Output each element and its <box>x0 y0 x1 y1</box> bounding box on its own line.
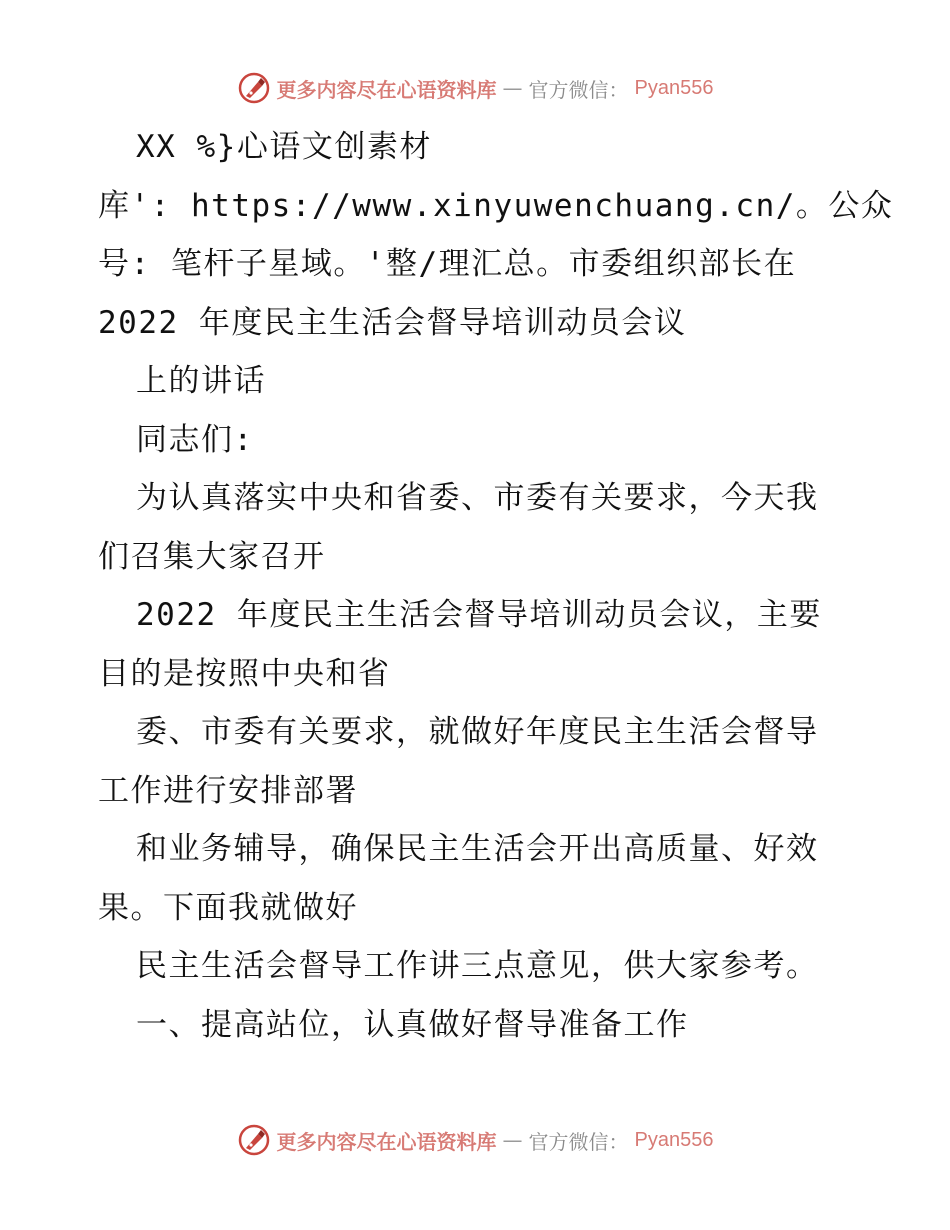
text-line: 目的是按照中央和省 <box>98 655 391 692</box>
text-line: 工作进行安排部署 <box>98 772 358 809</box>
text-line: 们召集大家召开 <box>98 538 326 575</box>
text-line: 库': https://www.xinyuwenchuang.cn/。公众 <box>98 187 894 224</box>
watermark-separator: — <box>502 1128 523 1152</box>
watermark-main-text: 更多内容尽在心语资料库 <box>276 1129 497 1154</box>
text-line: 2022 年度民主生活会督导培训动员会议，主要 <box>136 597 822 633</box>
pen-nib-logo-icon <box>237 1123 271 1157</box>
header-watermark <box>0 68 950 108</box>
text-line: XX %}心语文创素材 <box>136 129 432 165</box>
salutation: 同志们: <box>136 421 254 458</box>
text-line: 为认真落实中央和省委、市委有关要求，今天我 <box>136 480 819 516</box>
text-line: 委、市委有关要求，就做好年度民主生活会督导 <box>136 714 819 750</box>
document-title-line: 上的讲话 <box>136 363 266 399</box>
watermark-separator: — <box>502 76 523 100</box>
document-title-line: 2022 年度民主生活会督导培训动员会议 <box>98 304 687 341</box>
section-heading: 一、提高站位，认真做好督导准备工作 <box>136 1006 689 1043</box>
text-line: 号: 笔杆子星域。'整/理汇总。市委组织部长在 <box>98 246 797 282</box>
text-line: 民主生活会督导工作讲三点意见，供大家参考。 <box>136 948 819 984</box>
text-line: 和业务辅导，确保民主生活会开出高质量、好效 <box>136 831 819 867</box>
document-body <box>98 118 894 1054</box>
text-line: 果。下面我就做好 <box>98 889 358 926</box>
watermark-wechat-label: 官方微信： <box>528 77 629 102</box>
watermark-wechat-label: 官方微信： <box>528 1129 629 1154</box>
watermark-main-text: 更多内容尽在心语资料库 <box>276 77 497 102</box>
watermark-wechat-id: Pyan556 <box>634 76 714 99</box>
watermark-wechat-id: Pyan556 <box>634 1128 714 1151</box>
pen-nib-logo-icon <box>237 71 271 105</box>
footer-watermark <box>0 1120 950 1160</box>
